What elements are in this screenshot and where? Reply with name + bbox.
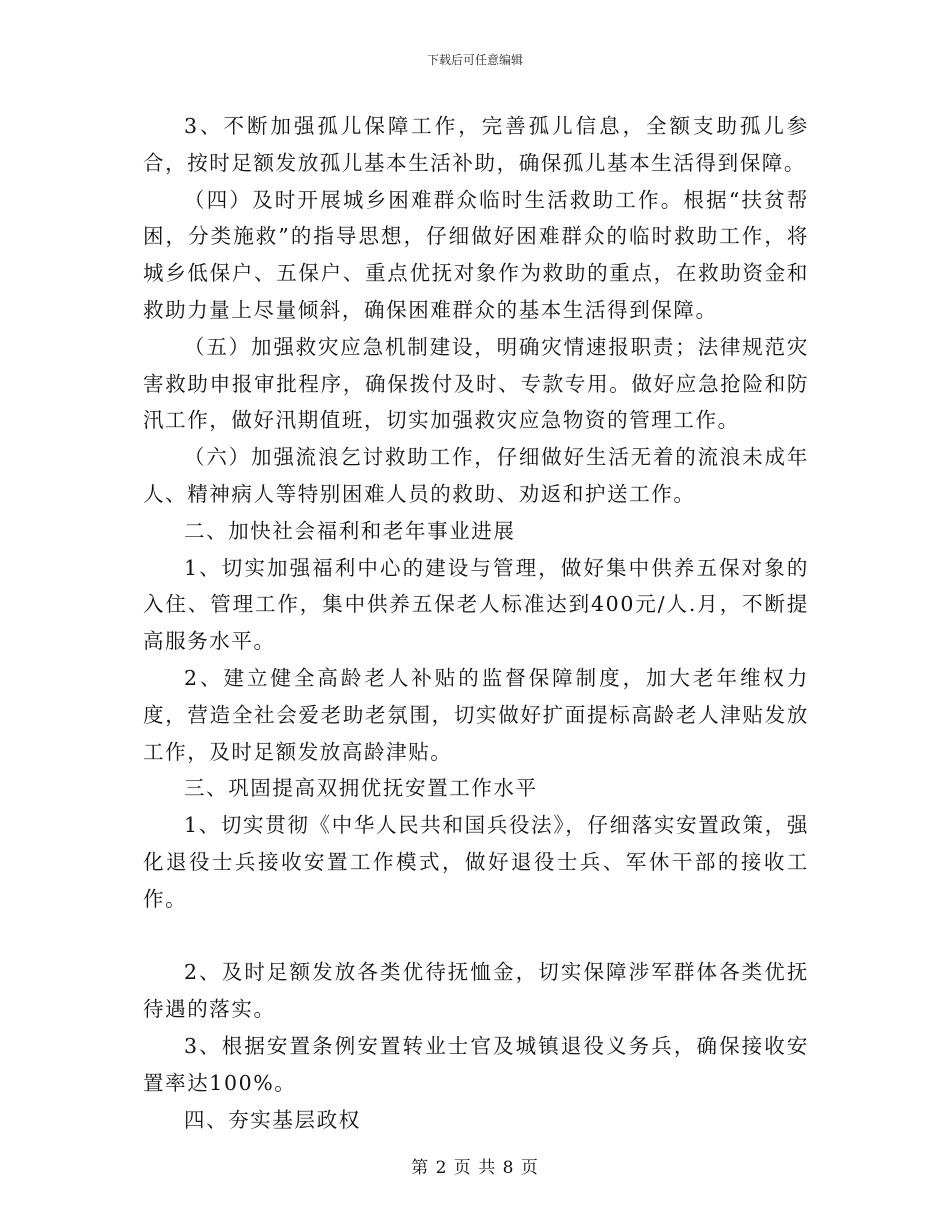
paragraph-disaster-relief: （五）加强救灾应急机制建设，明确灾情速报职责；法律规范灾害救助申报审批程序，确保拨付及时、专款专用。做好应急抢险和防汛工作，做好汛期值班，切实加强救灾应急物资的管理工作。 bbox=[143, 334, 809, 433]
section-heading-military-support: 三、巩固提高双拥优抚安置工作水平 bbox=[184, 776, 538, 801]
paragraph-elderly-subsidy: 2、建立健全高龄老人补贴的监督保障制度，加大老年维权力度，营造全社会爱老助老氛围，切实做好扩面提标高龄老人津贴发放工作，及时足额发放高龄津贴。 bbox=[143, 665, 809, 764]
paragraph-vagrant-relief: （六）加强流浪乞讨救助工作，仔细做好生活无着的流浪未成年人、精神病人等特别困难人员的救助、劝返和护送工作。 bbox=[143, 445, 809, 506]
page-header-note: 下载后可任意编辑 bbox=[426, 53, 523, 67]
section-heading-welfare: 二、加快社会福利和老年事业进展 bbox=[184, 518, 516, 543]
paragraph-military-service-law: 1、切实贯彻《中华人民共和国兵役法》，仔细落实安置政策，强化退役士兵接收安置工作模式，做好退役士兵、军休干部的接收工作。 bbox=[143, 813, 809, 911]
paragraph-pension-payment: 2、及时足额发放各类优待抚恤金，切实保障涉军群体各类优抚待遇的落实。 bbox=[143, 960, 809, 1022]
paragraph-veteran-placement: 3、根据安置条例安置转业士官及城镇退役义务兵，确保接收安置率达100%。 bbox=[143, 1033, 809, 1095]
section-heading-grassroots: 四、夯实基层政权 bbox=[184, 1107, 361, 1132]
paragraph-orphan-support: 3、不断加强孤儿保障工作，完善孤儿信息，全额支助孤儿参合，按时足额发放孤儿基本生活补助，确保孤儿基本生活得到保障。 bbox=[143, 114, 809, 175]
paragraph-welfare-center: 1、切实加强福利中心的建设与管理，做好集中供养五保对象的入住、管理工作，集中供养五保老人标准达到400元/人.月，不断提高服务水平。 bbox=[143, 555, 809, 654]
paragraph-temporary-relief: （四）及时开展城乡困难群众临时生活救助工作。根据“扶贫帮困，分类施救”的指导思想，仔细做好困难群众的临时救助工作，将城乡低保户、五保户、重点优抚对象作为救助的重点，在救助资金和救助力量上尽量倾斜，确保困难群众的基本生活得到保障。 bbox=[143, 187, 809, 322]
document-body bbox=[143, 108, 809, 1138]
page-number: 第 2 页 共 8 页 bbox=[411, 1158, 539, 1178]
